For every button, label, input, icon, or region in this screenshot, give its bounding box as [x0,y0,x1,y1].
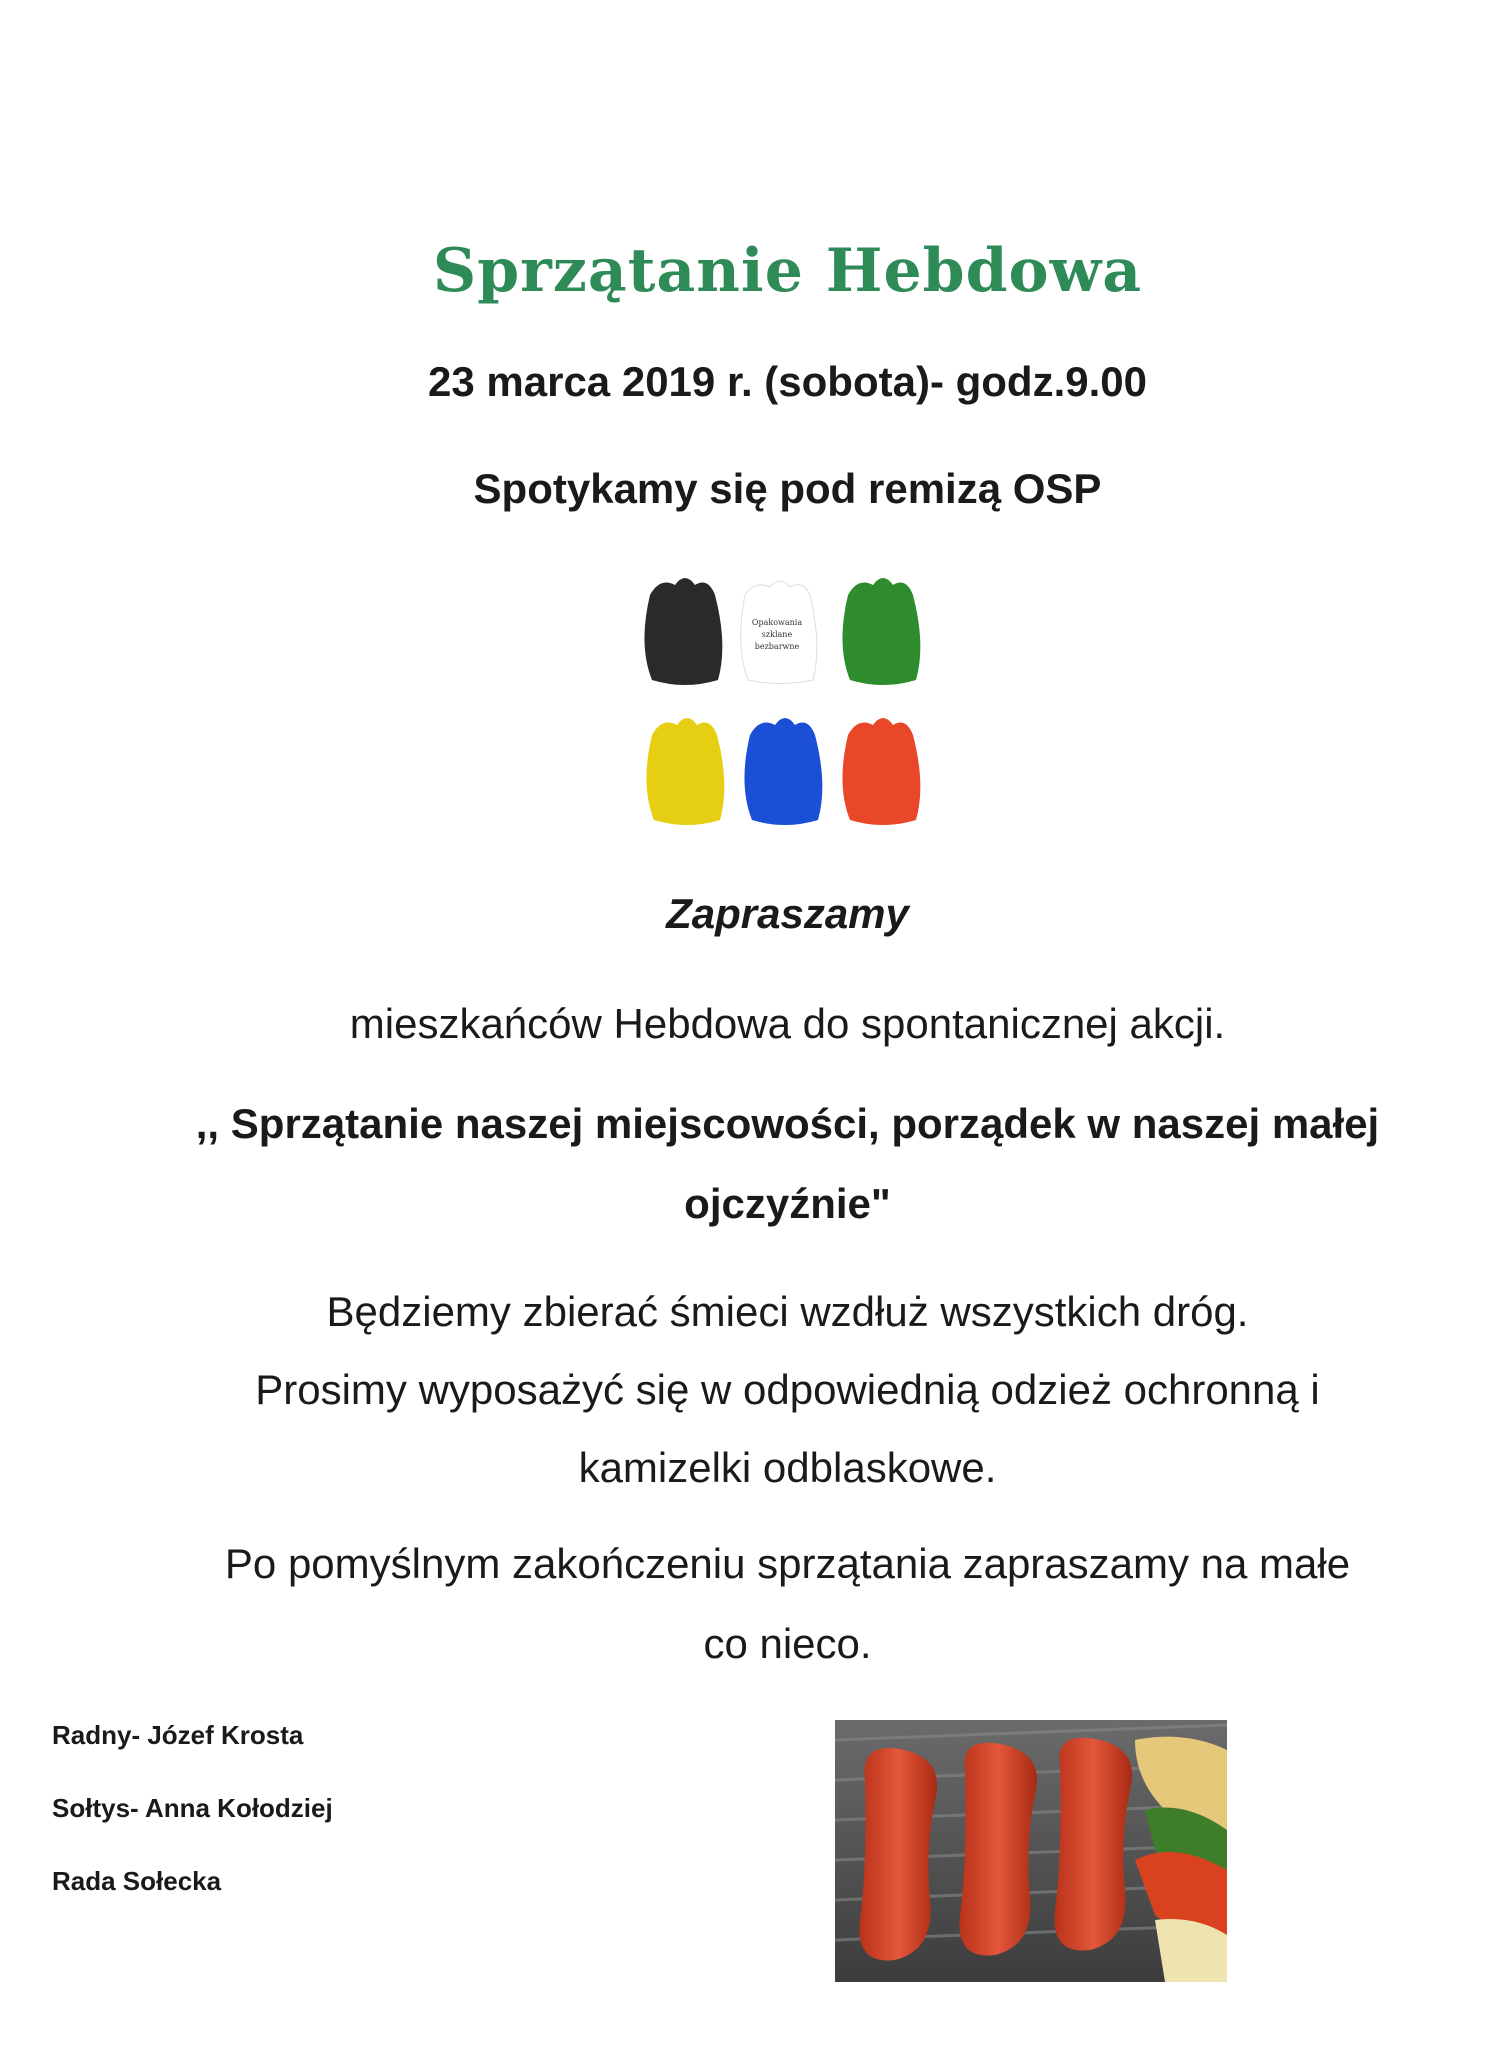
body-line-2: Prosimy wyposażyć się w odpowiednią odzież ochronną i [255,1366,1320,1413]
trash-bag-yellow [646,718,724,825]
event-date: 23 marca 2019 r. (sobota)- godz.9.00 [428,358,1147,405]
quote-line-1: ,, Sprzątanie naszej miejscowości, porządek w naszej małej [195,1100,1380,1147]
invite-heading: Zapraszamy [666,890,909,937]
trash-bag-black [644,578,722,685]
after-line-2: co nieco. [703,1620,872,1667]
quote-line-2: ojczyźnie" [684,1180,891,1227]
meeting-place: Spotykamy się pod remizą OSP [473,465,1102,512]
svg-text:Opakowania: Opakowania [751,618,803,627]
grilled-sausages-image [835,1720,1227,1982]
body-line-1: Będziemy zbierać śmieci wzdłuż wszystkich dróg. [326,1288,1249,1335]
trash-bag-blue [744,718,822,825]
trash-bag-red [842,718,920,825]
signature-village-head: Sołtys- Anna Kołodziej [52,1793,333,1823]
trash-bags-illustration [630,565,960,855]
svg-text:szklane: szklane [761,630,793,639]
trash-bag-green [842,578,920,685]
body-line-3: kamizelki odblaskowe. [578,1444,997,1491]
signature-councillor: Radny- Józef Krosta [52,1720,304,1750]
trash-bag-white [741,581,817,684]
after-line-1: Po pomyślnym zakończeniu sprzątania zapraszamy na małe [224,1540,1351,1587]
svg-text:bezbarwne: bezbarwne [754,642,800,651]
signature-village-council: Rada Sołecka [52,1866,222,1896]
poster-title: Sprzątanie Hebdowa [432,236,1143,306]
residents-line: mieszkańców Hebdowa do spontanicznej akcji. [349,1000,1226,1047]
